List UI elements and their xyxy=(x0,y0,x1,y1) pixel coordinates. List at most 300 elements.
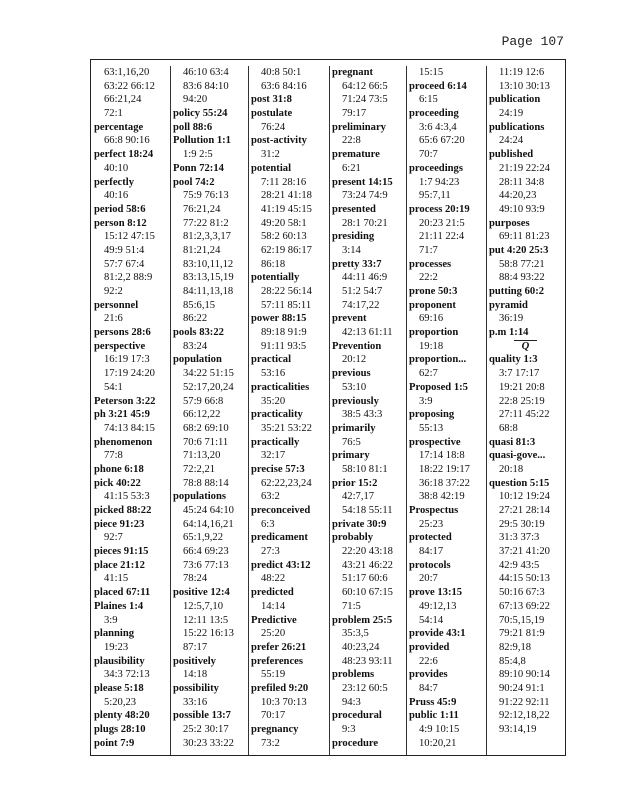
index-page-refs: 15:15 xyxy=(419,67,444,78)
index-column-1 xyxy=(91,66,171,755)
index-page-refs: 91:11 93:5 xyxy=(261,340,307,352)
index-page-refs: 51:2 54:7 xyxy=(342,286,383,297)
index-page-refs: 49:9 51:4 xyxy=(104,244,145,256)
index-term: persons 28:6 xyxy=(94,327,151,339)
index-page-refs: 72:1 xyxy=(104,108,123,120)
index-term: person 8:12 xyxy=(94,217,147,229)
index-term: phenomenon xyxy=(94,436,153,448)
index-page-refs: 52:17,20,24 xyxy=(183,381,234,393)
index-page-refs: 92:12,18,22 xyxy=(499,710,550,722)
index-term: quasi-gove... xyxy=(489,450,546,462)
index-term: piece 91:23 xyxy=(94,518,145,530)
index-term: prefiled 9:20 xyxy=(251,682,309,694)
index-page-refs: 33:16 xyxy=(183,696,208,708)
index-page-refs: 49:10 93:9 xyxy=(499,203,545,215)
index-page-refs: 66:21,24 xyxy=(104,94,142,106)
index-term: proportion... xyxy=(409,354,467,366)
index-term: practical xyxy=(251,354,292,366)
index-page-refs: 14:18 xyxy=(183,669,208,681)
index-page-refs: 12:11 13:5 xyxy=(183,614,229,626)
index-page-refs: 12:5,7,10 xyxy=(183,600,224,612)
index-page-refs: 4:9 10:15 xyxy=(419,724,460,735)
index-column-4 xyxy=(329,66,407,755)
index-page-refs: 73:6 77:13 xyxy=(183,559,229,571)
index-page-refs: 3:7 17:17 xyxy=(499,368,540,380)
index-page-refs: 21:11 22:4 xyxy=(419,231,465,243)
index-term: quasi 81:3 xyxy=(489,436,536,448)
index-page-refs: 92:2 xyxy=(104,286,123,297)
index-page-refs: 55:19 xyxy=(261,669,286,681)
index-page-refs: 19:21 20:8 xyxy=(499,381,545,393)
index-page-refs: 37:21 41:20 xyxy=(499,546,550,558)
index-page-refs: 41:15 xyxy=(104,573,129,585)
index-page-refs: 90:24 91:1 xyxy=(499,682,545,694)
index-page-refs: 77:22 81:2 xyxy=(183,217,229,229)
index-page-refs: 36:18 37:22 xyxy=(419,477,470,489)
index-term: primarily xyxy=(332,422,376,434)
index-page-refs: 69:16 xyxy=(419,313,444,325)
index-term: prone 50:3 xyxy=(409,286,458,297)
index-page-refs: 25:2 30:17 xyxy=(183,724,229,735)
index-term: pick 40:22 xyxy=(94,477,141,489)
index-term: postulate xyxy=(251,108,293,120)
index-term: predicament xyxy=(251,532,308,544)
index-page-refs: 10:3 70:13 xyxy=(261,696,307,708)
index-page-refs: 25:23 xyxy=(419,518,444,530)
index-page-refs: 3:9 xyxy=(419,395,433,407)
index-term: plugs 28:10 xyxy=(94,724,146,735)
index-page-refs: 9:3 xyxy=(342,724,356,735)
index-term: preferences xyxy=(251,655,303,667)
index-page-refs: 83:6 84:10 xyxy=(183,80,229,92)
index-term: pool 74:2 xyxy=(173,176,215,188)
index-page-refs: 74:17,22 xyxy=(342,299,380,311)
index-term: proceed 6:14 xyxy=(409,80,467,92)
index-page-refs: 36:19 xyxy=(499,313,524,325)
index-page-refs: 79:17 xyxy=(342,108,367,120)
index-term: Ponn 72:14 xyxy=(173,162,224,174)
index-page-refs: 62:19 86:17 xyxy=(261,244,312,256)
index-term: procedural xyxy=(332,710,382,722)
index-page-refs: 30:23 33:22 xyxy=(183,737,234,749)
index-page-refs: 22:8 xyxy=(342,135,361,147)
index-term: public 1:11 xyxy=(409,710,459,722)
index-term: plenty 48:20 xyxy=(94,710,150,722)
index-page-refs: 10:12 19:24 xyxy=(499,491,550,503)
index-page-refs: 85:4,8 xyxy=(499,655,526,667)
index-term: procedure xyxy=(332,737,379,749)
index-term: preconceived xyxy=(251,505,311,516)
index-page-refs: 53:10 xyxy=(342,381,367,393)
index-page-refs: 42:13 61:11 xyxy=(342,327,393,339)
index-page-refs: 84:11,13,18 xyxy=(183,286,234,297)
index-page-refs: 32:17 xyxy=(261,450,286,462)
index-term: pregnancy xyxy=(251,724,299,735)
index-page-refs: 87:17 xyxy=(183,641,208,653)
index-page-refs: 27:21 28:14 xyxy=(499,505,550,516)
index-page-refs: 17:19 24:20 xyxy=(104,368,155,380)
index-term: positively xyxy=(173,655,216,667)
index-page-refs: 95:7,11 xyxy=(419,190,451,202)
index-term: Prevention xyxy=(332,340,382,352)
index-page-refs: 62:7 xyxy=(419,368,438,380)
index-page-refs: 5:20,23 xyxy=(104,696,137,708)
index-page-refs: 48:23 93:11 xyxy=(342,655,393,667)
index-page-refs: 22:20 43:18 xyxy=(342,546,393,558)
index-page-refs: 77:8 xyxy=(104,450,123,462)
index-page-refs: 63:6 84:16 xyxy=(261,80,307,92)
index-page-refs: 6:15 xyxy=(419,94,438,106)
index-term: publications xyxy=(489,121,545,133)
index-page-refs: 58:8 77:21 xyxy=(499,258,545,270)
index-page-refs: 11:19 12:6 xyxy=(499,67,545,78)
index-page-refs: 88:4 93:22 xyxy=(499,272,545,284)
index-page-refs: 76:21,24 xyxy=(183,203,221,215)
index-term: place 21:12 xyxy=(94,559,145,571)
index-term: planning xyxy=(94,628,135,640)
index-term: phone 6:18 xyxy=(94,463,144,475)
index-page-refs: 69:11 81:23 xyxy=(499,231,550,243)
index-term: prior 15:2 xyxy=(332,477,378,489)
index-page-refs: 22:6 xyxy=(419,655,438,667)
index-term: pyramid xyxy=(489,299,528,311)
index-term: post-activity xyxy=(251,135,307,147)
index-page-refs: 18:22 19:17 xyxy=(419,463,470,475)
index-page-refs: 94:3 xyxy=(342,696,361,708)
index-term: population xyxy=(173,354,222,366)
index-page-refs: 17:14 18:8 xyxy=(419,450,465,462)
index-page-refs: 34:3 72:13 xyxy=(104,669,150,681)
index-term: problems xyxy=(332,669,375,681)
index-page-refs: 54:1 xyxy=(104,381,123,393)
index-page-refs: 23:12 60:5 xyxy=(342,682,388,694)
index-page-refs: 65:1,9,22 xyxy=(183,532,224,544)
index-page-refs: 50:16 67:3 xyxy=(499,587,545,599)
index-page-refs: 86:22 xyxy=(183,313,208,325)
index-term: primary xyxy=(332,450,370,462)
index-term: potentially xyxy=(251,272,300,284)
index-page-refs: 42:7,17 xyxy=(342,491,375,503)
index-term: preliminary xyxy=(332,121,386,133)
index-term: prevent xyxy=(332,313,367,325)
index-page-refs: 67:13 69:22 xyxy=(499,600,550,612)
index-term: populations xyxy=(173,491,226,503)
index-page-refs: 57:11 85:11 xyxy=(261,299,312,311)
index-page-refs: 64:12 66:5 xyxy=(342,80,388,92)
index-page-refs: 89:18 91:9 xyxy=(261,327,307,339)
index-page-refs: 28:1 70:21 xyxy=(342,217,388,229)
index-term: process 20:19 xyxy=(409,203,470,215)
index-term: provided xyxy=(409,641,450,653)
index-page-refs: 20:23 21:5 xyxy=(419,217,465,229)
index-page-refs: 44:15 50:13 xyxy=(499,573,550,585)
index-term: poll 88:6 xyxy=(173,121,213,133)
index-page-refs: 83:13,15,19 xyxy=(183,272,234,284)
index-page-refs: 70:7 xyxy=(419,149,438,161)
index-page-refs: 49:20 58:1 xyxy=(261,217,307,229)
index-term: practicalities xyxy=(251,381,310,393)
index-term: plausibility xyxy=(94,655,145,667)
index-page-refs: 28:22 56:14 xyxy=(261,286,312,297)
index-page-refs: 22:2 xyxy=(419,272,438,284)
index-term: previously xyxy=(332,395,379,407)
index-page-refs: 44:20,23 xyxy=(499,190,537,202)
index-page-refs: 40:16 xyxy=(104,190,129,202)
index-page-refs: 31:2 xyxy=(261,149,280,161)
index-term: pieces 91:15 xyxy=(94,546,149,558)
index-page-refs: 78:8 88:14 xyxy=(183,477,229,489)
index-page-refs: 43:21 46:22 xyxy=(342,559,393,571)
index-term: prospective xyxy=(409,436,461,448)
index-page-refs: 3:9 xyxy=(104,614,118,626)
index-page-refs: 24:24 xyxy=(499,135,524,147)
index-term: presented xyxy=(332,203,376,215)
index-page-refs: 76:5 xyxy=(342,436,361,448)
index-term: percentage xyxy=(94,121,144,133)
index-term: proceeding xyxy=(409,108,459,120)
index-page-refs: 24:19 xyxy=(499,108,524,120)
index-page-refs: 60:10 67:15 xyxy=(342,587,393,599)
index-page-refs: 65:6 67:20 xyxy=(419,135,465,147)
index-term: perspective xyxy=(94,340,146,352)
index-page-refs: 6:3 xyxy=(261,518,275,530)
index-page-refs: 20:7 xyxy=(419,573,438,585)
index-term: possibility xyxy=(173,682,219,694)
index-term: proposing xyxy=(409,409,455,421)
index-term: proceedings xyxy=(409,162,463,174)
index-page-refs: 14:14 xyxy=(261,600,286,612)
index-page-refs: 63:2 xyxy=(261,491,280,503)
index-term: power 88:15 xyxy=(251,313,307,325)
index-page-refs: 38:5 43:3 xyxy=(342,409,383,421)
index-page-refs: 93:14,19 xyxy=(499,724,537,735)
index-page-refs: 94:20 xyxy=(183,94,208,106)
index-page-refs: 85:6,15 xyxy=(183,299,216,311)
index-page-refs: 19:18 xyxy=(419,340,444,352)
index-page-refs: 46:10 63:4 xyxy=(183,67,229,78)
index-page-refs: 7:11 28:16 xyxy=(261,176,307,188)
index-page-refs: 58:2 60:13 xyxy=(261,231,307,243)
index-page-refs: 84:17 xyxy=(419,546,444,558)
index-page-refs: 35:21 53:22 xyxy=(261,422,312,434)
index-page-refs: 25:20 xyxy=(261,628,286,640)
index-term: probably xyxy=(332,532,374,544)
index-page-refs: 81:2,3,3,17 xyxy=(183,231,231,243)
index-page-refs: 29:5 30:19 xyxy=(499,518,545,530)
index-term: proportion xyxy=(409,327,459,339)
index-term: Peterson 3:22 xyxy=(94,395,156,407)
index-term: processes xyxy=(409,258,452,270)
index-page-refs: 41:19 45:15 xyxy=(261,203,312,215)
index-term: proponent xyxy=(409,299,456,311)
index-term: post 31:8 xyxy=(251,94,292,106)
index-term: practicality xyxy=(251,409,303,421)
index-page-refs: 68:8 xyxy=(499,422,518,434)
index-term: personnel xyxy=(94,299,139,311)
index-column-2 xyxy=(170,66,249,755)
index-page-refs: 62:22,23,24 xyxy=(261,477,312,489)
index-page-refs: 57:7 67:4 xyxy=(104,258,145,270)
index-page-refs: 63:1,16,20 xyxy=(104,67,150,78)
index-page-refs: 55:13 xyxy=(419,422,444,434)
index-page-refs: 40:8 50:1 xyxy=(261,67,302,78)
index-term: policy 55:24 xyxy=(173,108,228,120)
index-page-refs: 48:22 xyxy=(261,573,286,585)
index-page-refs: 51:17 60:6 xyxy=(342,573,388,585)
index-page-refs: 1:9 2:5 xyxy=(183,149,213,161)
index-term: Proposed 1:5 xyxy=(409,381,468,393)
index-term: point 7:9 xyxy=(94,737,135,749)
index-term: pretty 33:7 xyxy=(332,258,382,270)
index-page-refs: 27:3 xyxy=(261,546,280,558)
index-term: Predictive xyxy=(251,614,297,626)
index-page-refs: 35:20 xyxy=(261,395,286,407)
index-page-refs: 70:5,15,19 xyxy=(499,614,545,626)
index-page-refs: 86:18 xyxy=(261,258,286,270)
index-page-refs: 71:7 xyxy=(419,244,438,256)
index-term: picked 88:22 xyxy=(94,505,152,516)
index-term: previous xyxy=(332,368,371,380)
index-page-refs: 21:19 22:24 xyxy=(499,162,550,174)
index-page-refs: 41:15 53:3 xyxy=(104,491,150,503)
index-term: premature xyxy=(332,149,380,161)
index-page-refs: 79:21 81:9 xyxy=(499,628,545,640)
index-page-refs: 70:6 71:11 xyxy=(183,436,229,448)
index-term: please 5:18 xyxy=(94,682,144,694)
index-term: provide 43:1 xyxy=(409,628,466,640)
index-page-refs: 76:24 xyxy=(261,121,286,133)
index-page-refs: 31:3 37:3 xyxy=(499,532,540,544)
index-page-refs: 72:2,21 xyxy=(183,463,216,475)
index-page-refs: 49:12,13 xyxy=(419,600,457,612)
index-page-refs: 28:11 34:8 xyxy=(499,176,545,188)
index-term: provides xyxy=(409,669,448,681)
index-page-refs: 81:2,2 88:9 xyxy=(104,272,153,284)
index-term: period 58:6 xyxy=(94,203,146,215)
index-term: presiding xyxy=(332,231,375,243)
index-term: problem 25:5 xyxy=(332,614,393,626)
index-page-refs: 38:8 42:19 xyxy=(419,491,465,503)
index-term: putting 60:2 xyxy=(489,286,545,297)
index-term: practically xyxy=(251,436,300,448)
index-page-refs: 64:14,16,21 xyxy=(183,518,234,530)
index-page-refs: 66:8 90:16 xyxy=(104,135,150,147)
index-term: pregnant xyxy=(332,67,374,78)
index-page-refs: 71:24 73:5 xyxy=(342,94,388,106)
index-column-5 xyxy=(406,66,487,755)
section-letter-text: Q xyxy=(514,340,538,353)
index-page-refs: 66:4 69:23 xyxy=(183,546,229,558)
page-number: Page 107 xyxy=(501,34,564,49)
section-letter xyxy=(486,340,565,354)
index-column-6 xyxy=(486,66,565,755)
index-page-refs: 6:21 xyxy=(342,162,361,174)
index-page-refs: 27:11 45:22 xyxy=(499,409,550,421)
index-term: purposes xyxy=(489,217,530,229)
index-page-refs: 74:13 84:15 xyxy=(104,422,155,434)
index-term: private 30:9 xyxy=(332,518,387,530)
index-page-refs: 42:9 43:5 xyxy=(499,559,540,571)
index-term: potential xyxy=(251,162,292,174)
index-term: Prospectus xyxy=(409,505,459,516)
index-term: quality 1:3 xyxy=(489,354,538,366)
index-page-refs: 66:12,22 xyxy=(183,409,221,421)
index-term: Pruss 45:9 xyxy=(409,696,457,708)
index-page-refs: 70:17 xyxy=(261,710,286,722)
index-term: perfect 18:24 xyxy=(94,149,154,161)
index-term: pools 83:22 xyxy=(173,327,224,339)
index-term: p.m 1:14 xyxy=(489,327,529,339)
index-table xyxy=(90,59,566,756)
index-page-refs: 54:14 xyxy=(419,614,444,626)
index-term: question 5:15 xyxy=(489,477,550,489)
index-term: predicted xyxy=(251,587,294,599)
index-page-refs: 89:10 90:14 xyxy=(499,669,550,681)
index-page-refs: 71:5 xyxy=(342,600,361,612)
index-term: protected xyxy=(409,532,452,544)
index-page-refs: 44:11 46:9 xyxy=(342,272,388,284)
index-page-refs: 81:21,24 xyxy=(183,244,221,256)
index-page-refs: 13:10 30:13 xyxy=(499,80,550,92)
index-term: prove 13:15 xyxy=(409,587,463,599)
index-page-refs: 73:24 74:9 xyxy=(342,190,388,202)
index-page-refs: 15:22 16:13 xyxy=(183,628,234,640)
index-page-refs: 68:2 69:10 xyxy=(183,422,229,434)
index-page-refs: 10:20,21 xyxy=(419,737,457,749)
index-page-refs: 82:9,18 xyxy=(499,641,532,653)
index-term: placed 67:11 xyxy=(94,587,151,599)
index-page-refs: 1:7 94:23 xyxy=(419,176,460,188)
index-page-refs: 19:23 xyxy=(104,641,129,653)
index-page-refs: 54:18 55:11 xyxy=(342,505,393,516)
index-page-refs: 57:9 66:8 xyxy=(183,395,224,407)
index-page-refs: 71:13,20 xyxy=(183,450,221,462)
index-page-refs: 84:7 xyxy=(419,682,438,694)
index-term: prefer 26:21 xyxy=(251,641,307,653)
index-term: possible 13:7 xyxy=(173,710,231,722)
index-page-refs: 78:24 xyxy=(183,573,208,585)
index-page-refs: 40:10 xyxy=(104,162,129,174)
index-column-3 xyxy=(248,66,330,755)
index-page-refs: 40:23,24 xyxy=(342,641,380,653)
index-page-refs: 3:14 xyxy=(342,244,361,256)
index-page-refs: 91:22 92:11 xyxy=(499,696,550,708)
index-page-refs: 63:22 66:12 xyxy=(104,80,155,92)
index-term: protocols xyxy=(409,559,451,571)
index-term: precise 57:3 xyxy=(251,463,305,475)
index-page-refs: 20:12 xyxy=(342,354,367,366)
index-page-refs: 83:24 xyxy=(183,340,208,352)
index-page-refs: 3:6 4:3,4 xyxy=(419,121,457,133)
index-page-refs: 22:8 25:19 xyxy=(499,395,545,407)
index-term: put 4:20 25:3 xyxy=(489,244,549,256)
index-page-refs: 45:24 64:10 xyxy=(183,505,234,516)
index-page-refs: 58:10 81:1 xyxy=(342,463,388,475)
index-page-refs: 15:12 47:15 xyxy=(104,231,155,243)
index-page-refs: 53:16 xyxy=(261,368,286,380)
index-term: publication xyxy=(489,94,541,106)
index-page-refs: 75:9 76:13 xyxy=(183,190,229,202)
index-page-refs: 20:18 xyxy=(499,463,524,475)
index-term: Plaines 1:4 xyxy=(94,600,144,612)
index-page-refs: 34:22 51:15 xyxy=(183,368,234,380)
index-page-refs: 73:2 xyxy=(261,737,280,749)
index-page-refs: 21:6 xyxy=(104,313,123,325)
index-term: ph 3:21 45:9 xyxy=(94,409,150,421)
index-term: perfectly xyxy=(94,176,134,188)
index-page-refs: 28:21 41:18 xyxy=(261,190,312,202)
index-page-refs: 92:7 xyxy=(104,532,123,544)
